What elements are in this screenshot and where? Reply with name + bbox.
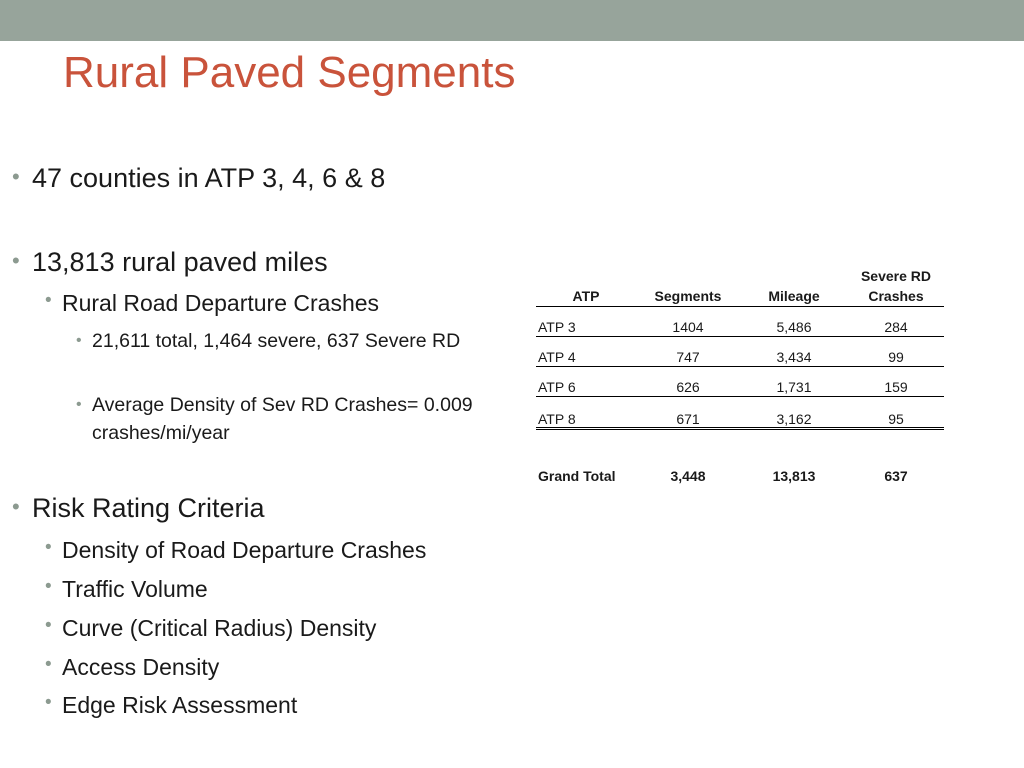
table-cell: 1404 [672,319,704,335]
table-header-crashes: Crashes [868,288,924,304]
table-cell: 284 [884,319,908,335]
bullet-density-rd [45,537,427,564]
table-total-cell: 13,813 [772,468,816,484]
bullet-crash-totals [76,327,522,355]
bullet-dot-icon: • [76,332,82,349]
bullet-dot-icon: • [45,615,52,636]
table-header-atp: ATP [572,288,600,304]
bullet-dot-icon: • [45,537,52,558]
table-header-rule [536,306,944,307]
bullet-dot-icon: • [12,164,20,189]
table-cell: ATP 4 [538,349,576,365]
table-header-segments: Segments [654,288,722,304]
bullet-counties [12,163,386,194]
bullet-miles [12,247,328,278]
table-cell: ATP 6 [538,379,576,395]
table-cell: 1,731 [776,379,812,395]
table-row-rule [536,336,944,337]
table-cell: 3,162 [776,411,812,427]
bullet-text: Edge Risk Assessment [62,692,298,718]
table-header-severe-rd: Severe RD [860,268,932,284]
bullet-text: 21,611 total, 1,464 severe, 637 Severe RD [92,330,461,352]
table-cell: 159 [884,379,908,395]
atp-summary-table [536,262,946,492]
bullet-rd-crashes [45,290,380,317]
slide-title: Rural Paved Segments [63,48,516,97]
bullet-text: Average Density of Sev RD Crashes= 0.009 crashes/mi/year [92,394,473,444]
bullet-text: 47 counties in ATP 3, 4, 6 & 8 [32,163,386,193]
table-cell: 671 [676,411,700,427]
bullet-dot-icon: • [12,494,20,519]
table-total-cell: 637 [884,468,908,484]
table-header-mileage: Mileage [768,288,820,304]
table-cell: 95 [888,411,904,427]
bullet-text: Access Density [62,654,220,680]
bullet-average-density [76,391,522,447]
table-cell: 3,434 [776,349,812,365]
table-cell: ATP 3 [538,319,576,335]
table-total-cell: 3,448 [670,468,706,484]
table-cell: ATP 8 [538,411,576,427]
bullet-text: Traffic Volume [62,576,208,602]
table-row-rule [536,396,944,397]
bullet-risk-rating [12,493,265,524]
bullet-text: Risk Rating Criteria [32,493,265,523]
bullet-text: Rural Road Departure Crashes [62,290,380,316]
bullet-dot-icon: • [45,290,52,311]
table-cell: 747 [676,349,700,365]
table-cell: 5,486 [776,319,812,335]
bullet-curve-density [45,615,377,642]
table-total-rule [536,427,944,430]
bullet-dot-icon: • [45,654,52,675]
bullet-dot-icon: • [45,576,52,597]
bullet-text: 13,813 rural paved miles [32,247,328,277]
bullet-traffic-volume [45,576,208,603]
table-total-label: Grand Total [538,468,616,484]
bullet-dot-icon: • [45,692,52,713]
bullet-dot-icon: • [76,396,82,413]
table-row-rule [536,366,944,367]
bullet-text: Density of Road Departure Crashes [62,537,427,563]
bullet-text: Curve (Critical Radius) Density [62,615,377,641]
table-cell: 626 [676,379,700,395]
bullet-access-density [45,654,220,681]
bullet-dot-icon: • [12,248,20,273]
table-cell: 99 [888,349,904,365]
bullet-edge-risk [45,692,298,719]
